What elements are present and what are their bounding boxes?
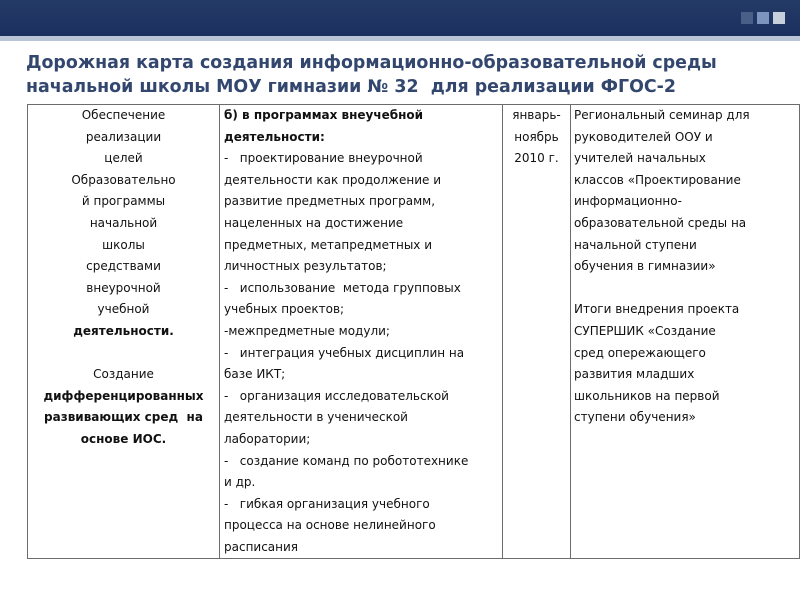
header-strip [0,36,800,41]
activity-line: расписания [224,539,299,554]
goal-line: реализации [85,129,162,144]
slide-title [26,51,796,99]
result-line: образовательной среды на [574,215,747,230]
period-line: ноябрь [514,129,559,144]
goal-line: школы [102,237,145,252]
goal-line: й программы [81,194,166,209]
activity-line: предметных, метапредметных и [224,237,433,252]
activity-line: - создание команд по робототехнике [224,453,469,468]
activity-line: и др. [224,475,256,490]
activity-line: - использование метода групповых [224,280,461,295]
goal-line: развивающих сред на [44,410,203,425]
activity-line: б) в программах внеучебной [224,108,424,122]
activity-line: - гибкая организация учебного [224,496,430,511]
goal-line: основе ИОС. [80,431,167,446]
activity-line: деятельности в ученической [224,410,408,425]
goal-line: целей [104,151,143,166]
goal-line: начальной [89,215,158,230]
activity-line: - интеграция учебных дисциплин на [224,345,465,360]
goal-line: деятельности. [73,323,174,338]
result-line: ступени обучения» [574,410,696,425]
result-line: информационно- [574,194,682,209]
activities-cell [220,105,503,559]
result-line: сред опережающего [574,345,706,360]
activity-line: учебных проектов; [224,302,345,317]
decor-square-light [773,12,785,24]
slide-title-line-2: начальной школы МОУ гимназии № 32 для реализации ФГОС-2 [26,77,676,97]
goal-line: учебной [97,302,150,317]
result-line: классов «Проектирование [574,172,741,187]
slide-title-line-1: Дорожная карта создания информационно-образовательной среды [26,53,717,73]
decor-square-mid [757,12,769,24]
table-row [28,105,800,559]
goal-line: Создание [93,367,154,382]
goal-line: средствами [86,259,161,274]
period-line: 2010 г. [514,151,559,166]
activity-line: деятельности: [224,129,325,144]
activity-line: деятельности как продолжение и [224,172,442,187]
activity-line: - проектирование внеурочной [224,151,423,166]
goal-line [28,343,219,365]
goal-line: Образовательно [71,172,176,187]
activity-line: развитие предметных программ, [224,194,436,209]
header-bar [0,0,800,36]
activity-line: базе ИКТ; [224,367,286,382]
decor-square-dark [741,12,753,24]
goal-line: дифференцированных [43,388,204,403]
results-cell [571,105,800,559]
result-line: развития младших [574,367,695,382]
result-line: школьников на первой [574,388,720,403]
goal-cell [28,105,220,559]
result-line: руководителей ООУ и [574,129,713,144]
result-line [571,278,799,300]
goal-line: внеурочной [86,280,161,295]
result-line: Региональный семинар для [574,108,750,122]
period-cell [503,105,571,559]
activity-line: -межпредметные модули; [224,323,390,338]
activity-line: нацеленных на достижение [224,215,404,230]
goal-line: Обеспечение [81,108,166,122]
result-line: СУПЕРШИК «Создание [574,323,716,338]
activity-line: лаборатории; [224,431,311,446]
result-line: учителей начальных [574,151,706,166]
result-line: Итоги внедрения проекта [574,302,740,317]
period-line: январь- [512,108,561,122]
roadmap-table [27,104,800,559]
activity-line: - организация исследовательской [224,388,449,403]
activity-line: личностных результатов; [224,259,387,274]
result-line: обучения в гимназии» [574,259,716,274]
result-line: начальной ступени [574,237,697,252]
activity-line: процесса на основе нелинейного [224,518,436,533]
